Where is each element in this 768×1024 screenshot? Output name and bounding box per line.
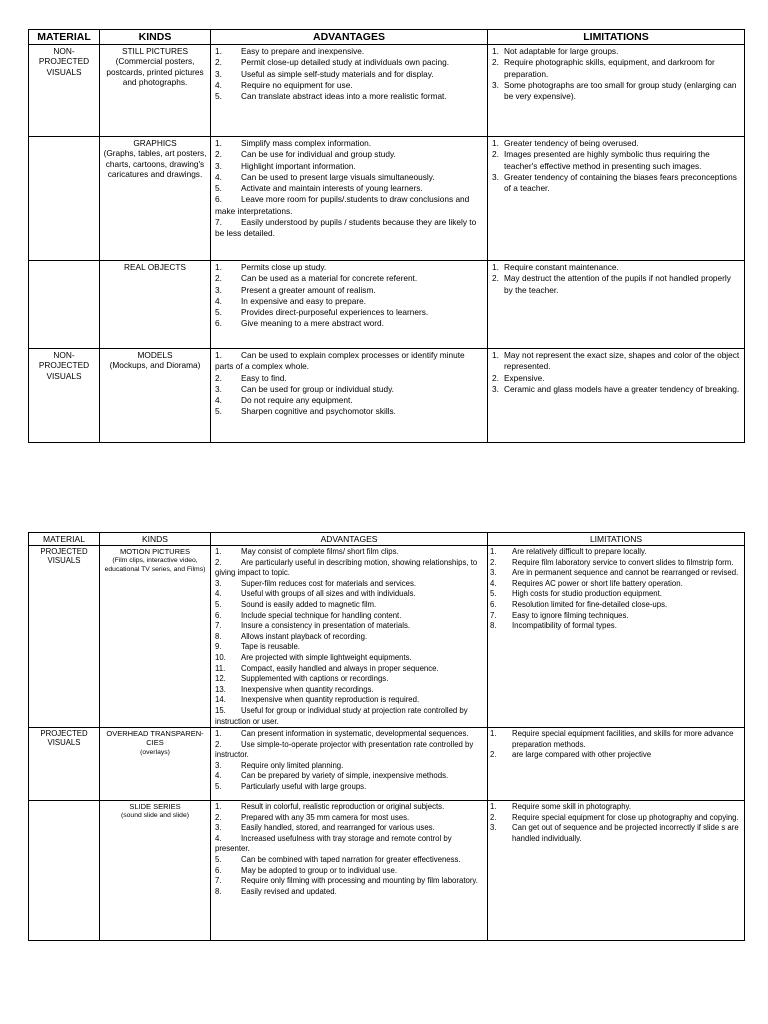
limitations-list <box>488 137 744 194</box>
item-text: Ceramic and glass models have a greater tendency of breaking. <box>504 383 740 394</box>
item-text: Can be use for individual and group study. <box>241 149 396 160</box>
item-number: 3. <box>215 578 222 588</box>
item-number: 3. <box>492 79 499 90</box>
item-text: Sharpen cognitive and psychomotor skills. <box>241 406 396 417</box>
kind-description: (sound slide and slide) <box>120 812 189 820</box>
media-table-projected <box>28 532 745 941</box>
item-number: 15. <box>215 705 226 715</box>
advantages-list <box>211 728 487 793</box>
list-item <box>211 589 487 600</box>
kind-cell <box>100 45 211 137</box>
list-item <box>211 307 487 318</box>
list-item <box>211 285 487 296</box>
list-item <box>211 834 487 855</box>
list-item <box>211 172 487 183</box>
table-row <box>29 801 745 941</box>
list-item <box>211 406 487 417</box>
kind-name: GRAPHICS <box>133 138 177 148</box>
advantages-list <box>211 546 487 727</box>
list-item <box>211 823 487 834</box>
kind-description: (Commercial posters, postcards, printed pictures and photographs. <box>106 56 204 87</box>
list-item <box>488 589 744 600</box>
item-text: Easily understood by pupils / students because they are likely to be less detailed. <box>215 217 477 239</box>
list-item <box>211 887 487 898</box>
item-number: 4. <box>215 79 222 90</box>
kind-name: REAL OBJECTS <box>124 262 186 272</box>
item-number: 12. <box>215 674 226 684</box>
advantages-cell <box>211 261 488 349</box>
material-cell <box>29 801 100 941</box>
item-number: 8. <box>490 621 497 631</box>
item-text: Can be used to explain complex processes or identify minute parts of a complex whole. <box>215 350 465 372</box>
item-number: 3. <box>215 383 222 394</box>
item-number: 2. <box>215 57 222 68</box>
advantages-list <box>211 137 487 240</box>
list-item <box>488 273 744 296</box>
list-item <box>211 813 487 824</box>
item-number: 7. <box>215 876 222 886</box>
material-cell <box>29 137 100 261</box>
limitations-cell <box>488 261 745 349</box>
kind-cell <box>100 801 211 941</box>
item-text: Use simple-to-operate projector with presentation rate controlled by instructor. <box>215 739 474 760</box>
table-row <box>29 137 745 261</box>
item-number: 11. <box>215 663 226 673</box>
item-text: Can translate abstract ideas into a more realistic format. <box>241 91 447 102</box>
item-text: May not represent the exact size, shapes and color of the object represented. <box>504 350 740 372</box>
item-text: Can be prepared by variety of simple, inexpensive methods. <box>241 771 449 781</box>
item-number: 1. <box>215 138 222 148</box>
item-text: Easy to prepare and inexpensive. <box>241 46 365 56</box>
item-text: Highlight important information. <box>241 160 356 171</box>
item-text: Inexpensive when quantity recordings. <box>241 684 374 694</box>
item-number: 8. <box>215 631 222 641</box>
item-number: 2. <box>492 57 499 68</box>
item-text: Increased usefulness with tray storage and remote control by presenter. <box>215 833 452 854</box>
table-row <box>29 45 745 137</box>
limitations-cell <box>488 801 745 941</box>
kind-description: (overlays) <box>140 748 170 756</box>
list-item <box>211 600 487 611</box>
item-text: Require special equipment facilities, and skills for more advance preparation methods. <box>512 729 734 749</box>
item-text: Expensive. <box>504 372 545 383</box>
item-text: Include special technique for handling content. <box>241 610 402 620</box>
item-number: 4. <box>215 589 222 599</box>
list-item <box>488 80 744 103</box>
item-number: 4. <box>490 578 497 588</box>
material-cell: NON-PROJECTED VISUALS <box>29 45 100 137</box>
kind-cell <box>100 261 211 349</box>
advantages-list <box>211 801 487 897</box>
advantages-list <box>211 45 487 102</box>
item-number: 4. <box>215 833 222 843</box>
item-text: Particularly useful with large groups. <box>241 782 367 792</box>
item-text: Leave more room for pupils/.students to draw conclusions and make interpretations. <box>215 194 470 216</box>
item-text: Easily handled, stored, and rearranged for various uses. <box>241 823 435 833</box>
item-number: 2. <box>215 739 222 749</box>
list-item <box>211 296 487 307</box>
list-item <box>488 46 744 57</box>
item-number: 7. <box>490 610 497 620</box>
limitations-list <box>488 728 744 761</box>
item-text: May consist of complete films/ short film clips. <box>241 547 399 556</box>
item-text: Useful as simple self-study materials and for display. <box>241 68 434 79</box>
item-number: 6. <box>490 599 497 609</box>
list-item <box>211 80 487 91</box>
list-item <box>211 318 487 329</box>
list-item <box>211 695 487 706</box>
item-number: 2. <box>492 273 499 284</box>
list-item <box>488 262 744 273</box>
item-number: 3. <box>492 383 499 394</box>
list-item <box>211 350 487 373</box>
header-limitations: LIMITATIONS <box>488 30 745 45</box>
list-item <box>211 273 487 284</box>
item-number: 5. <box>215 307 222 318</box>
list-item <box>488 611 744 622</box>
list-item <box>211 771 487 782</box>
item-number: 3. <box>215 284 222 295</box>
list-item <box>211 262 487 273</box>
item-number: 2. <box>215 149 222 160</box>
item-text: Require only limited planning. <box>241 760 344 770</box>
advantages-cell <box>211 45 488 137</box>
media-table-non-projected <box>28 29 745 443</box>
item-text: Require some skill in photography. <box>512 802 632 812</box>
item-text: Easy to find. <box>241 372 287 383</box>
list-item <box>488 579 744 590</box>
kind-cell <box>100 546 211 728</box>
item-number: 3. <box>490 823 497 833</box>
list-item <box>211 183 487 194</box>
item-number: 1. <box>215 547 222 556</box>
limitations-cell <box>488 137 745 261</box>
item-number: 7. <box>215 217 222 228</box>
item-text: High costs for studio production equipment. <box>512 589 662 599</box>
header-row <box>29 30 745 45</box>
list-item <box>211 866 487 877</box>
item-text: Are particularly useful in describing motion, showing relationships, to giving impact to topic. <box>215 557 478 578</box>
header-advantages: ADVANTAGES <box>211 30 488 45</box>
item-number: 1. <box>215 350 222 360</box>
item-number: 4. <box>215 295 222 306</box>
item-text: Require photographic skills, equipment, and darkroom for preparation. <box>504 57 715 79</box>
header-material: MATERIAL <box>29 533 100 546</box>
item-number: 2. <box>490 812 497 822</box>
list-item <box>211 729 487 740</box>
header-material: MATERIAL <box>29 30 100 45</box>
kind-description: (Graphs, tables, art posters, charts, cartoons, drawing's caricatures and drawings. <box>103 148 207 179</box>
advantages-list <box>211 349 487 418</box>
header-limitations: LIMITATIONS <box>488 533 745 546</box>
list-item <box>488 823 744 844</box>
list-item <box>211 579 487 590</box>
item-text: May be adopted to group or to individual use. <box>241 865 398 875</box>
limitations-list <box>488 546 744 632</box>
table-row <box>29 546 745 728</box>
item-text: Images presented are highly symbolic thus requiring the teacher's effective method in presenting such images. <box>504 149 710 171</box>
item-number: 1. <box>215 729 222 739</box>
item-text: Can be used to present large visuals simultaneously. <box>241 171 435 182</box>
item-number: 2. <box>215 273 222 284</box>
item-text: Can get out of sequence and be projected incorrectly if slide s are handled individually. <box>512 823 739 843</box>
list-item <box>211 653 487 664</box>
item-number: 9. <box>215 642 222 652</box>
item-text: Can be used as a material for concrete referent. <box>241 273 418 284</box>
item-text: Can present information in systematic, developmental sequences. <box>241 729 469 739</box>
item-number: 2. <box>492 372 499 383</box>
advantages-cell <box>211 349 488 443</box>
item-text: Do not require any equipment. <box>241 395 353 406</box>
item-text: Prepared with any 35 mm camera for most uses. <box>241 812 410 822</box>
limitations-cell <box>488 728 745 801</box>
list-item <box>488 547 744 558</box>
item-number: 5. <box>215 406 222 417</box>
item-text: Resolution limited for fine-detailed close-ups. <box>512 599 668 609</box>
item-text: Require constant maintenance. <box>504 262 619 272</box>
item-number: 3. <box>215 68 222 79</box>
kind-name: STILL PICTURES <box>121 46 189 56</box>
limitations-cell <box>488 546 745 728</box>
header-kinds: KINDS <box>100 30 211 45</box>
item-number: 6. <box>215 610 222 620</box>
table-row <box>29 261 745 349</box>
list-item <box>211 161 487 172</box>
item-number: 2. <box>215 557 222 567</box>
item-number: 1. <box>490 802 497 812</box>
list-item <box>211 632 487 643</box>
kind-description: (Film clips, interactive video, educational TV series, and Films) <box>104 557 206 574</box>
limitations-cell <box>488 349 745 443</box>
kind-name: MODELS <box>137 350 173 360</box>
item-number: 1. <box>492 138 499 148</box>
item-text: are large compared with other projective <box>512 750 652 760</box>
item-number: 1. <box>492 350 499 360</box>
item-number: 3. <box>215 760 222 770</box>
item-number: 3. <box>215 823 222 833</box>
item-text: Give meaning to a mere abstract word. <box>241 318 384 329</box>
item-text: Super-film reduces cost for materials and services. <box>241 578 417 588</box>
list-item <box>211 138 487 149</box>
advantages-list <box>211 261 487 330</box>
item-text: Easy to ignore filming techniques. <box>512 610 629 620</box>
item-number: 10. <box>215 652 226 662</box>
item-number: 7. <box>215 621 222 631</box>
list-item <box>488 600 744 611</box>
advantages-cell <box>211 137 488 261</box>
list-item <box>211 706 487 727</box>
item-text: Useful with groups of all sizes and with individuals. <box>241 589 416 599</box>
item-text: Require no equipment for use. <box>241 79 353 90</box>
item-number: 1. <box>215 46 222 56</box>
list-item <box>211 642 487 653</box>
item-text: Compact, easily handled and always in proper sequence. <box>241 663 439 673</box>
item-text: Present a greater amount of realism. <box>241 284 376 295</box>
list-item <box>211 217 487 240</box>
item-number: 3. <box>492 171 499 182</box>
item-number: 1. <box>490 729 497 739</box>
item-number: 6. <box>215 318 222 329</box>
item-number: 1. <box>492 46 499 56</box>
item-text: Provides direct-purposeful experiences to learners. <box>241 307 429 318</box>
list-item <box>211 855 487 866</box>
limitations-list <box>488 801 744 844</box>
item-number: 3. <box>215 160 222 171</box>
item-text: Allows instant playback of recording. <box>241 631 368 641</box>
item-text: Require only filming with processing and mounting by film laboratory. <box>241 876 478 886</box>
item-text: Are in permanent sequence and cannot be rearranged or revised. <box>512 568 739 578</box>
header-kinds: KINDS <box>100 533 211 546</box>
item-number: 2. <box>490 557 497 567</box>
header-row <box>29 533 745 546</box>
kind-cell <box>100 349 211 443</box>
item-number: 4. <box>215 771 222 781</box>
material-cell: PROJECTED VISUALS <box>29 546 100 728</box>
item-text: Inexpensive when quantity reproduction is required. <box>241 695 420 705</box>
list-item <box>211 782 487 793</box>
item-number: 4. <box>215 395 222 406</box>
item-text: Requires AC power or short life battery operation. <box>512 578 683 588</box>
header-advantages: ADVANTAGES <box>211 533 488 546</box>
item-text: May destruct the attention of the pupils if not handled properly by the teacher. <box>504 273 731 295</box>
list-item <box>488 57 744 80</box>
item-number: 13. <box>215 684 226 694</box>
item-text: Simplify mass complex information. <box>241 138 372 148</box>
limitations-list <box>488 45 744 102</box>
item-number: 1. <box>490 547 497 556</box>
advantages-cell <box>211 546 488 728</box>
list-item <box>211 57 487 68</box>
item-text: Incompatibility of formal types. <box>512 621 617 631</box>
item-number: 1. <box>492 262 499 272</box>
list-item <box>488 802 744 813</box>
table-row <box>29 349 745 443</box>
list-item <box>211 740 487 761</box>
list-item <box>211 611 487 622</box>
list-item <box>211 91 487 102</box>
item-text: Greater tendency of containing the biases fears preconceptions of a teacher. <box>504 171 737 194</box>
list-item <box>211 802 487 813</box>
item-text: Not adaptable for large groups. <box>504 46 619 56</box>
item-number: 5. <box>215 183 222 194</box>
table-row <box>29 728 745 801</box>
list-item <box>211 674 487 685</box>
kind-cell <box>100 728 211 801</box>
limitations-cell <box>488 45 745 137</box>
list-item <box>211 194 487 217</box>
item-number: 6. <box>215 865 222 875</box>
item-text: Easily revised and updated. <box>241 886 337 896</box>
item-text: Some photographs are too small for group study (enlarging can be very expensive). <box>504 79 737 102</box>
item-text: Activate and maintain interests of young learners. <box>241 183 423 194</box>
item-text: Require film laboratory service to convert slides to filmstrip form. <box>512 557 734 567</box>
item-number: 2. <box>490 750 497 760</box>
item-text: Permit close-up detailed study at individuals own pacing. <box>241 57 449 68</box>
item-text: Supplemented with captions or recordings. <box>241 674 389 684</box>
kind-name: OVERHEAD TRANSPAREN-CIES <box>106 729 204 748</box>
list-item <box>488 750 744 761</box>
list-item <box>211 149 487 160</box>
item-number: 2. <box>215 812 222 822</box>
item-text: Greater tendency of being overused. <box>504 138 639 148</box>
item-number: 5. <box>215 782 222 792</box>
advantages-cell <box>211 728 488 801</box>
list-item <box>488 350 744 373</box>
list-item <box>488 558 744 569</box>
material-cell: PROJECTED VISUALS <box>29 728 100 801</box>
list-item <box>211 558 487 579</box>
list-item <box>211 384 487 395</box>
list-item <box>488 813 744 824</box>
item-text: Require special equipment for close up photography and copying. <box>512 812 739 822</box>
list-item <box>488 729 744 750</box>
list-item <box>488 568 744 579</box>
item-number: 5. <box>490 589 497 599</box>
item-number: 5. <box>215 91 222 102</box>
list-item <box>488 621 744 632</box>
material-cell: NON-PROJECTED VISUALS <box>29 349 100 443</box>
kind-name: MOTION PICTURES <box>119 547 190 556</box>
kind-name: SLIDE SERIES <box>129 802 181 812</box>
item-number: 1. <box>215 802 222 812</box>
list-item <box>211 46 487 57</box>
item-text: Sound is easily added to magnetic film. <box>241 599 377 609</box>
list-item <box>211 876 487 887</box>
item-text: Can be used for group or individual study. <box>241 383 394 394</box>
item-text: Result in colorful, realistic reproduction or original subjects. <box>241 802 445 812</box>
item-number: 1. <box>215 262 222 272</box>
item-text: Permits close up study. <box>241 262 327 272</box>
list-item <box>488 172 744 195</box>
item-text: Tape is reusable. <box>241 642 300 652</box>
kind-cell <box>100 137 211 261</box>
limitations-list <box>488 261 744 296</box>
list-item <box>488 384 744 395</box>
item-text: Are relatively difficult to prepare locally. <box>512 547 647 556</box>
list-item <box>488 373 744 384</box>
item-number: 6. <box>215 194 222 205</box>
list-item <box>488 149 744 172</box>
item-number: 3. <box>490 568 497 578</box>
list-item <box>211 685 487 696</box>
list-item <box>488 138 744 149</box>
item-number: 5. <box>215 855 222 865</box>
list-item <box>211 373 487 384</box>
item-number: 8. <box>215 886 222 896</box>
item-text: Insure a consistency in presentation of materials. <box>241 621 411 631</box>
item-number: 4. <box>215 171 222 182</box>
advantages-cell <box>211 801 488 941</box>
item-text: Useful for group or individual study at projection rate controlled by instruction or user. <box>215 705 468 726</box>
item-number: 2. <box>215 372 222 383</box>
item-number: 2. <box>492 149 499 160</box>
kind-description: (Mockups, and Diorama) <box>109 360 201 371</box>
item-number: 5. <box>215 599 222 609</box>
list-item <box>211 395 487 406</box>
item-text: In expensive and easy to prepare. <box>241 295 366 306</box>
item-text: Can be combined with taped narration for greater effectiveness. <box>241 855 461 865</box>
list-item <box>211 547 487 558</box>
list-item <box>211 761 487 772</box>
item-text: Are projected with simple lightweight equipments. <box>241 652 412 662</box>
material-cell <box>29 261 100 349</box>
item-number: 14. <box>215 695 226 705</box>
list-item <box>211 621 487 632</box>
list-item <box>211 664 487 675</box>
limitations-list <box>488 349 744 395</box>
list-item <box>211 69 487 80</box>
